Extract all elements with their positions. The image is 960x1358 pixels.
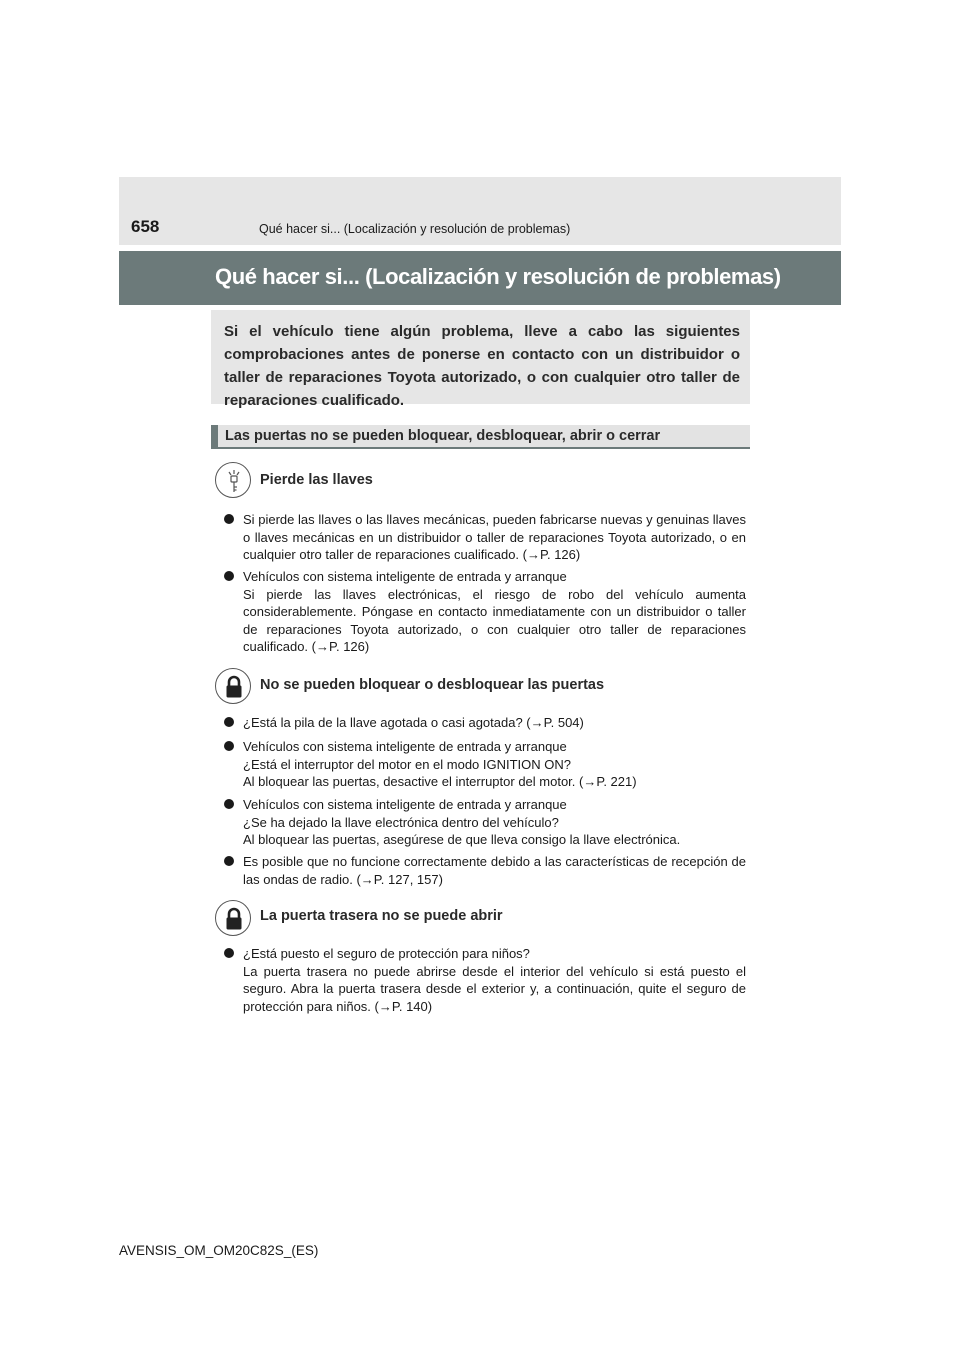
bullet-text: Vehículos con sistema inteligente de entrada y arranque xyxy=(243,797,567,812)
section-heading-bar xyxy=(211,425,218,447)
lock-icon xyxy=(215,900,251,936)
list-item xyxy=(224,945,746,1015)
list-item xyxy=(224,853,746,888)
bullet-dot xyxy=(224,856,234,866)
bullet-dot xyxy=(224,741,234,751)
subsection-heading-lost-keys: Pierde las llaves xyxy=(260,472,373,488)
bullet-dot xyxy=(224,514,234,524)
intro-box xyxy=(211,310,750,409)
bullet-text: Al bloquear las puertas, desactive el interruptor del motor. (→P. 221) xyxy=(243,774,637,789)
running-title: Qué hacer si... (Localización y resolución de problemas) xyxy=(259,222,571,236)
bullet-text: ¿Se ha dejado la llave electrónica dentro del vehículo? xyxy=(243,814,559,830)
bullet-text: La puerta trasera no puede abrirse desde el interior del vehículo si está puesto el seguro. Abra la puerta trasera desde el exterior y, a continuación, quite el seguro de protección para niños. (→P. 140) xyxy=(243,963,746,1014)
subsection-heading-lock: No se pueden bloquear o desbloquear las puertas xyxy=(260,677,605,693)
list-item xyxy=(224,738,746,791)
bullet-dot xyxy=(224,799,234,809)
list-item xyxy=(224,796,746,849)
bullet-text: ¿Está el interruptor del motor en el modo IGNITION ON? xyxy=(243,756,572,772)
bullet-text: ¿Está puesto el seguro de protección para niños? xyxy=(243,946,530,961)
subsection-heading-rear-door: La puerta trasera no se puede abrir xyxy=(260,908,503,924)
bullet-text: Es posible que no funcione correctamente debido a las características de recepción de las ondas de radio. (→P. 127, 157) xyxy=(243,854,746,887)
bullet-dot xyxy=(224,717,234,727)
list-item xyxy=(224,714,746,732)
document-code: AVENSIS_OM_OM20C82S_(ES) xyxy=(119,1243,319,1258)
bullet-text: Si pierde las llaves o las llaves mecánicas, pueden fabricarse nuevas y genuinas llaves o llaves mecánicas en un distribuidor o taller de reparaciones Toyota autorizado, o en cualquier otro taller de reparaciones cualificado. (→P. 126) xyxy=(243,512,746,562)
list-item xyxy=(224,511,746,564)
section-heading-text: Las puertas no se pueden bloquear, desbloquear, abrir o cerrar xyxy=(225,428,661,444)
key-icon xyxy=(215,462,251,498)
bullet-text: Vehículos con sistema inteligente de entrada y arranque xyxy=(243,569,567,584)
bullet-text: Al bloquear las puertas, asegúrese de que lleva consigo la llave electrónica. xyxy=(243,832,681,847)
section-heading xyxy=(211,425,750,449)
page-number: 658 xyxy=(131,217,160,236)
bullet-text: Vehículos con sistema inteligente de entrada y arranque xyxy=(243,739,567,754)
bullet-text: Si pierde las llaves electrónicas, el riesgo de robo del vehículo aumenta considerablemente. Póngase en contacto inmediatamente con un distribuidor o taller de reparaciones Toyota autorizado, o con cualquier otro taller de reparaciones cualificado. (→P. 126) xyxy=(243,586,746,654)
bullet-text: ¿Está la pila de la llave agotada o casi agotada? (→P. 504) xyxy=(243,715,584,730)
page-title: Qué hacer si... (Localización y resolución de problemas) xyxy=(215,264,781,289)
list-item xyxy=(224,568,746,656)
intro-text: Si el vehículo tiene algún problema, lleve a cabo las siguientes comprobaciones antes de ponerse en contacto con un distribuidor o taller de reparaciones Toyota autorizado, o con cualquier otro taller de reparaciones cualificado. xyxy=(224,323,740,409)
bullet-dot xyxy=(224,948,234,958)
lock-icon xyxy=(215,668,251,704)
bullet-dot xyxy=(224,571,234,581)
